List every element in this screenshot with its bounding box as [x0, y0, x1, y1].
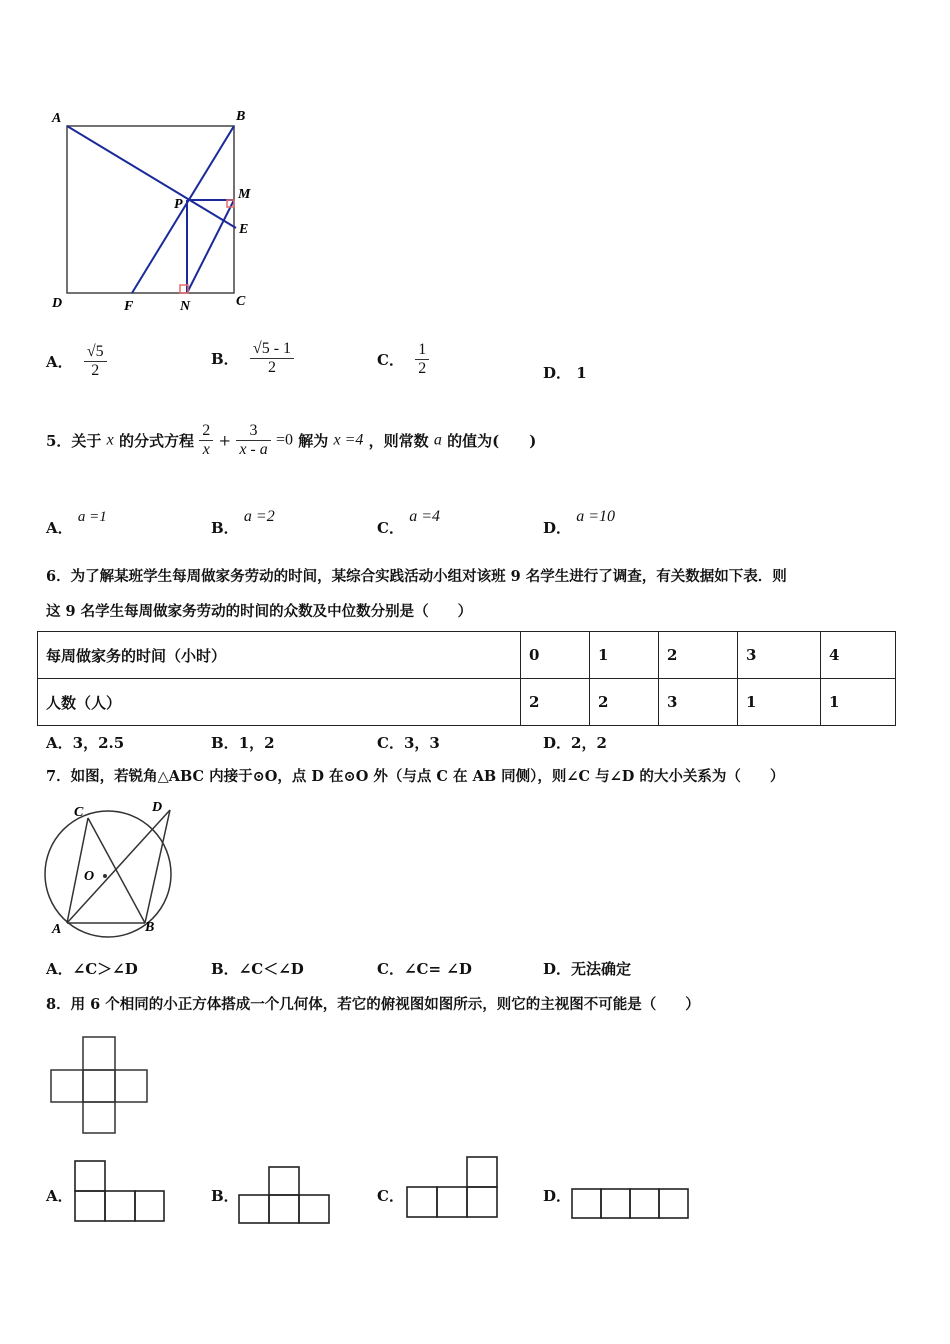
q8-option-b-figure[interactable] [237, 1164, 333, 1226]
label-o: O [84, 869, 95, 884]
q8-option-c[interactable]: C． [377, 1187, 404, 1205]
option-value: a =1 [77, 509, 107, 525]
q5-option-c[interactable] [377, 505, 440, 537]
q8-option-b[interactable]: B． [211, 1187, 239, 1205]
fraction-1-over-2: $\frac{1}{2}$ [415, 341, 429, 378]
option-letter: D． [543, 364, 572, 382]
q6-option-a[interactable]: A．3，2.5 [46, 734, 125, 752]
segment-cb [88, 818, 145, 923]
q5-option-b[interactable] [211, 505, 275, 537]
segment-nm [187, 200, 234, 293]
segment-bd [145, 810, 170, 923]
q6-stem-line2: 这 9 名学生每周做家务劳动的时间的众数及中位数分别是（ ） [46, 603, 473, 620]
q8-option-d[interactable]: D． [543, 1187, 572, 1205]
option-value: a =2 [243, 508, 275, 525]
q4-option-b[interactable] [211, 340, 294, 377]
q4-option-c[interactable] [377, 341, 429, 378]
label-a: A [52, 111, 62, 126]
fraction-sqrt5-over-2: $\frac{√5}{2}$ [84, 343, 107, 380]
table-cell: 0 [521, 632, 590, 679]
label-a: A [52, 922, 62, 937]
option-letter: C． [377, 351, 404, 369]
fraction-3-over-x-minus-a: $\frac{3}{x - a}$ [236, 422, 270, 459]
q7-option-c[interactable]: C．∠C= ∠D [377, 960, 472, 978]
q7-option-b[interactable]: B．∠C＜∠D [211, 960, 304, 978]
q7-circle-figure [40, 798, 185, 940]
fraction-sqrt5-minus-1-over-2: $\frac{√5 - 1}{2}$ [250, 340, 294, 377]
q4-option-a[interactable] [46, 343, 107, 380]
option-letter: A． [46, 353, 73, 371]
q5-option-a[interactable] [46, 505, 107, 537]
q4-option-d[interactable] [543, 362, 587, 383]
label-c: C [74, 805, 84, 820]
fraction-2-over-x: $\frac{2}{x}$ [199, 422, 213, 459]
q6-option-d[interactable]: D．2，2 [543, 734, 607, 752]
q6-option-b[interactable]: B．1，2 [211, 734, 275, 752]
table-cell: 3 [659, 679, 738, 726]
label-f: F [124, 299, 134, 314]
table-cell: 1 [738, 679, 821, 726]
table-cell: 2 [521, 679, 590, 726]
q8-stem: 8．用 6 个相同的小正方体搭成一个几何体，若它的俯视图如图所示，则它的主视图不可能是（ ） [46, 996, 700, 1013]
segment-bf [132, 126, 234, 293]
q7-stem: 7．如图，若锐角△ABC 内接于⊙O，点 D 在⊙O 外（与点 C 在 AB 同侧），则∠C 与∠D 的大小关系为（ ） [46, 768, 785, 785]
q6-option-c[interactable]: C．3，3 [377, 734, 440, 752]
label-c: C [236, 294, 246, 309]
segment-ae [67, 126, 236, 228]
label-m: M [238, 187, 251, 202]
q8-option-a[interactable]: A． [46, 1187, 73, 1205]
q8-option-a-figure[interactable] [72, 1158, 168, 1224]
q7-option-d[interactable]: D．无法确定 [543, 960, 632, 978]
label-p: P [174, 197, 183, 212]
segment-ad [67, 810, 170, 923]
option-letter: A． [46, 519, 73, 537]
q6-data-table [37, 631, 896, 726]
table-header-cell: 人数（人） [38, 679, 521, 726]
q8-option-c-figure[interactable] [404, 1154, 504, 1220]
label-e: E [239, 222, 249, 237]
label-n: N [180, 299, 191, 314]
square-abcd [67, 126, 234, 293]
table-header-cell: 每周做家务的时间（小时） [38, 632, 521, 679]
q6-stem-line1: 6．为了解某班学生每周做家务劳动的时间，某综合实践活动小组对该班 9 名学生进行了调查，有关数据如下表．则 [46, 568, 787, 585]
option-value: a =10 [576, 508, 616, 525]
table-row [38, 679, 896, 726]
label-d: D [152, 800, 163, 815]
table-cell: 2 [659, 632, 738, 679]
option-letter: B． [211, 350, 239, 368]
table-row [38, 632, 896, 679]
label-d: D [52, 296, 63, 311]
q5-option-d[interactable] [543, 505, 616, 537]
option-letter: D． [543, 519, 572, 537]
option-value: a =4 [409, 508, 440, 525]
option-letter: B． [211, 519, 239, 537]
table-cell: 2 [590, 679, 659, 726]
q5-stem: 5．关于 x 的分式方程 $\frac{2}{x}$ + $\frac{3}{x - a}$ =0 解为 x =4 ，则常数 a 的值为( ) [46, 422, 537, 458]
option-letter: C． [377, 519, 404, 537]
table-cell: 1 [590, 632, 659, 679]
option-text: 1 [576, 364, 587, 382]
q7-option-a[interactable]: A．∠C＞∠D [46, 960, 138, 978]
label-b: B [236, 109, 246, 124]
q8-top-view-figure [46, 1032, 156, 1138]
table-cell: 3 [738, 632, 821, 679]
label-b: B [145, 920, 155, 935]
q4-square-figure [40, 100, 270, 320]
q8-option-d-figure[interactable] [569, 1186, 693, 1222]
table-cell: 1 [821, 679, 896, 726]
center-dot [103, 874, 107, 878]
table-cell: 4 [821, 632, 896, 679]
